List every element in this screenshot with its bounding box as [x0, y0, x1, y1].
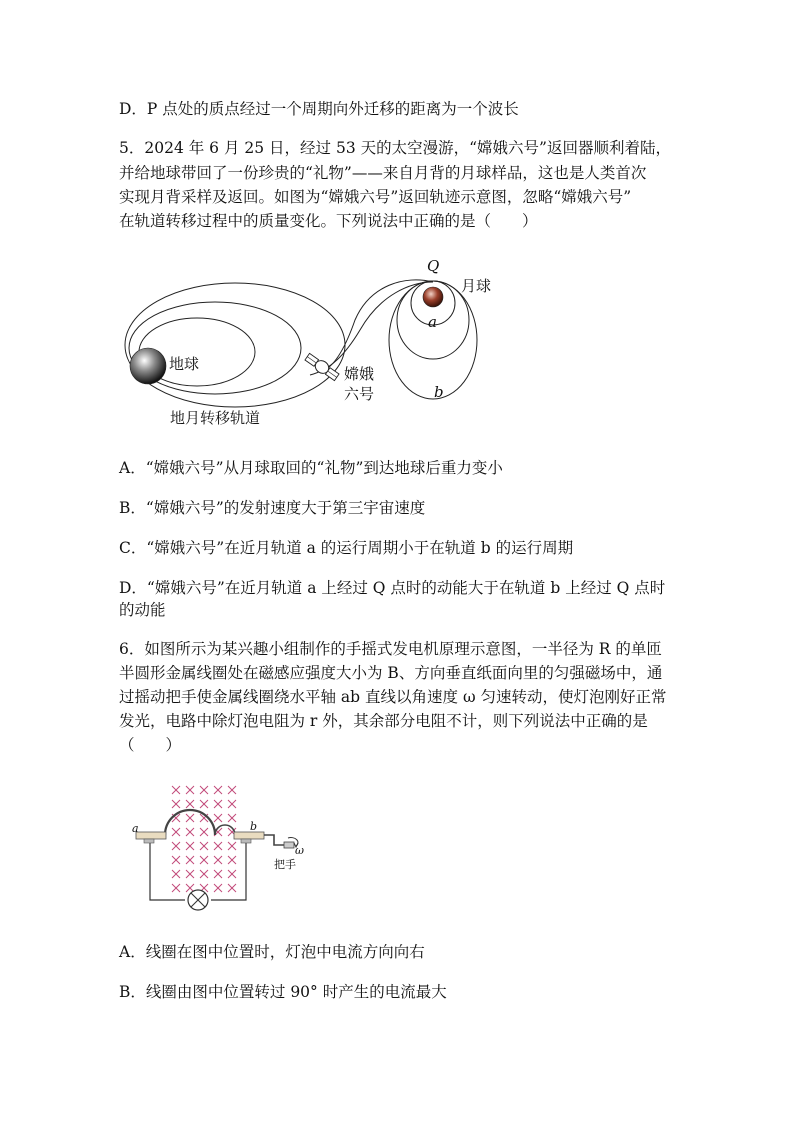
field-cross: [200, 786, 208, 794]
coil-lead: [215, 825, 235, 835]
transfer-orbit-label: 地月转移轨道: [170, 409, 261, 427]
field-cross: [172, 842, 180, 850]
field-cross: [200, 828, 208, 836]
point-b-label: b: [250, 820, 258, 833]
q6-generator-figure: [128, 780, 318, 915]
field-cross: [228, 842, 236, 850]
q6-option-a: A．线圈在图中位置时，灯泡中电流方向向右: [119, 943, 425, 961]
q5-option-d-line-2: 的动能: [119, 601, 166, 619]
field-cross: [186, 842, 194, 850]
q5-stem-line-1: 5．2024 年 6 月 25 日，经过 53 天的太空漫游，“嫦娥六号”返回器顺利着陆，: [119, 139, 671, 157]
field-cross: [214, 884, 222, 892]
field-cross: [186, 814, 194, 822]
q5-stem-line-4: 在轨道转移过程中的质量变化。下列说法中正确的是（ ）: [119, 212, 538, 230]
orbit-b-label: b: [434, 383, 444, 401]
axle-left: [136, 832, 166, 843]
q5-orbit-figure: [115, 255, 505, 430]
field-cross: [228, 884, 236, 892]
lunar-transfer-path: [310, 280, 433, 375]
omega-label: ω: [295, 844, 304, 857]
q6-stem-line-3: 过摇动把手使金属线圈绕水平轴 ab 直线以角速度 ω 匀速转动，使灯泡刚好正常: [119, 688, 667, 706]
q5-option-c: C．“嫦娥六号”在近月轨道 a 的运行周期小于在轨道 b 的运行周期: [119, 539, 574, 557]
probe-label-line-1: 嫦娥: [344, 365, 375, 383]
field-cross: [214, 842, 222, 850]
field-cross: [214, 800, 222, 808]
field-cross: [214, 870, 222, 878]
q5-option-d-line-1: D．“嫦娥六号”在近月轨道 a 上经过 Q 点时的动能大于在轨道 b 上经过 Q 点时: [119, 579, 666, 597]
field-cross: [186, 786, 194, 794]
handle-label: 把手: [274, 858, 296, 871]
moon-icon: [423, 287, 443, 307]
field-cross: [200, 800, 208, 808]
q4-option-d: D．P 点处的质点经过一个周期向外迁移的距离为一个波长: [119, 100, 519, 118]
field-cross: [214, 856, 222, 864]
field-cross: [228, 800, 236, 808]
field-cross: [172, 870, 180, 878]
field-cross: [172, 786, 180, 794]
earth-orbits: [125, 283, 345, 407]
q6-stem-line-2: 半圆形金属线圈处在磁感应强度大小为 B、方向垂直纸面向里的匀强磁场中，通: [119, 664, 663, 682]
q5-option-b: B．“嫦娥六号”的发射速度大于第三宇宙速度: [119, 499, 426, 517]
earth-icon: [130, 348, 166, 384]
point-a-label: a: [132, 822, 139, 835]
field-cross: [200, 870, 208, 878]
earth-label: 地球: [169, 355, 200, 373]
probe-icon: [304, 352, 340, 382]
q5-stem-line-3: 实现月背采样及返回。如图为“嫦娥六号”返回轨迹示意图，忽略“嫦娥六号”: [119, 188, 632, 206]
orbit-a-label: a: [428, 313, 437, 331]
field-cross: [172, 884, 180, 892]
moon-label: 月球: [461, 277, 492, 295]
field-cross: [214, 814, 222, 822]
field-cross: [186, 870, 194, 878]
field-cross: [200, 842, 208, 850]
q6-stem-line-1: 6．如图所示为某兴趣小组制作的手摇式发电机原理示意图，一半径为 R 的单匝: [119, 640, 662, 658]
field-cross: [186, 856, 194, 864]
field-cross: [214, 786, 222, 794]
field-cross: [172, 856, 180, 864]
q6-stem-line-4: 发光，电路中除灯泡电阻为 r 外，其余部分电阻不计，则下列说法中正确的是: [119, 712, 648, 730]
q6-option-b: B．线圈由图中位置转过 90° 时产生的电流最大: [119, 983, 447, 1001]
q5-stem-line-2: 并给地球带回了一份珍贵的“礼物”——来自月背的月球样品，这也是人类首次: [119, 164, 647, 182]
field-cross: [228, 856, 236, 864]
field-cross: [200, 856, 208, 864]
axle-right: [234, 832, 294, 848]
field-cross: [172, 800, 180, 808]
field-cross: [228, 786, 236, 794]
field-cross: [186, 800, 194, 808]
field-cross: [228, 870, 236, 878]
q6-stem-line-5: （ ）: [119, 736, 182, 754]
field-cross: [228, 814, 236, 822]
semicircle-coil: [165, 810, 215, 835]
probe-label-line-2: 六号: [344, 385, 375, 403]
field-cross: [172, 828, 180, 836]
transfer-orbit-outer: [125, 283, 345, 407]
magnetic-field: [172, 786, 236, 892]
bulb-icon: [188, 890, 208, 910]
q5-option-a: A．“嫦娥六号”从月球取回的“礼物”到达地球后重力变小: [119, 459, 503, 477]
point-q-label: Q: [427, 257, 440, 275]
field-cross: [186, 828, 194, 836]
